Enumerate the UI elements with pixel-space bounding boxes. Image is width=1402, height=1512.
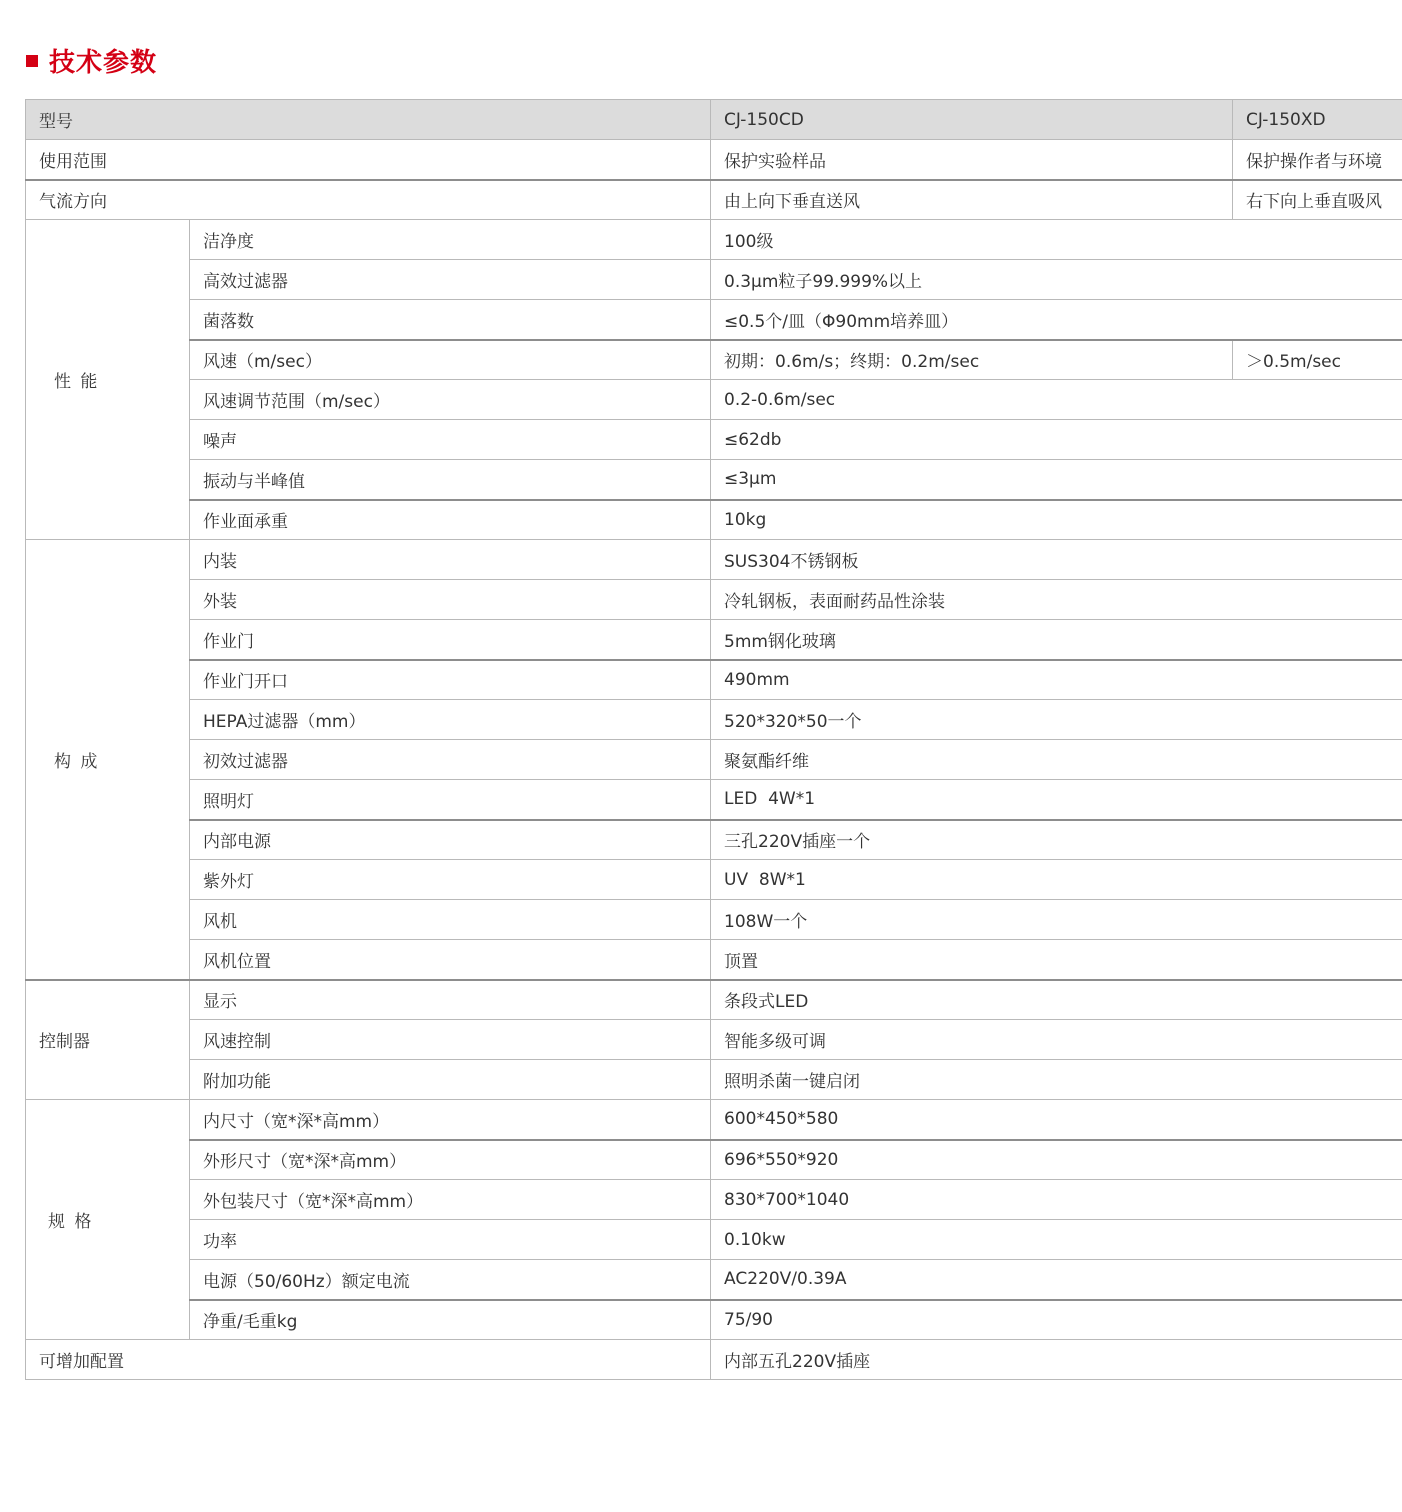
- table-row: [26, 580, 1402, 620]
- table-row: [26, 340, 1402, 380]
- row-value: 830*700*1040: [711, 1180, 1402, 1220]
- table-row: [26, 1060, 1402, 1100]
- heading-square-icon: [26, 55, 38, 67]
- row-value: LED 4W*1: [711, 780, 1402, 820]
- table-row: [26, 420, 1402, 460]
- table-row: [26, 1260, 1402, 1300]
- row-value: 初期：0.6m/s；终期：0.2m/sec: [711, 340, 1233, 380]
- table-row: [26, 900, 1402, 940]
- table-row: [26, 180, 1402, 220]
- row-label: HEPA过滤器（mm）: [190, 700, 711, 740]
- row-label: 附加功能: [190, 1060, 711, 1100]
- row-label: 风机: [190, 900, 711, 940]
- row-label: 照明灯: [190, 780, 711, 820]
- table-row: [26, 540, 1402, 580]
- row-label: 作业门: [190, 620, 711, 660]
- row-value: 10kg: [711, 500, 1402, 540]
- row-label: 风速控制: [190, 1020, 711, 1060]
- row-value: 由上向下垂直送风: [711, 180, 1233, 220]
- row-value: 0.10kw: [711, 1220, 1402, 1260]
- row-label: 外形尺寸（宽*深*高mm）: [190, 1140, 711, 1180]
- table-row: [26, 820, 1402, 860]
- row-value: 108W一个: [711, 900, 1402, 940]
- row-value: 内部五孔220V插座: [711, 1340, 1402, 1380]
- row-value: 520*320*50一个: [711, 700, 1402, 740]
- section-label-construction: 构 成: [26, 540, 190, 980]
- table-row: [26, 220, 1402, 260]
- section-heading: [26, 40, 157, 80]
- row-label: 显示: [190, 980, 711, 1020]
- row-value: 100级: [711, 220, 1402, 260]
- row-label: 内尺寸（宽*深*高mm）: [190, 1100, 711, 1140]
- row-label: 风速（m/sec）: [190, 340, 711, 380]
- row-value: 696*550*920: [711, 1140, 1402, 1180]
- row-value-b: ＞0.5m/sec: [1233, 340, 1402, 380]
- row-value: 5mm钢化玻璃: [711, 620, 1402, 660]
- row-value: 冷轧钢板，表面耐药品性涂装: [711, 580, 1402, 620]
- row-value: 0.2-0.6m/sec: [711, 380, 1402, 420]
- section-label-specs: 规 格: [26, 1100, 190, 1340]
- table-row: [26, 860, 1402, 900]
- row-value: 顶置: [711, 940, 1402, 980]
- section-label-controller: 控制器: [26, 980, 190, 1100]
- row-value: 0.3μm粒子99.999%以上: [711, 260, 1402, 300]
- row-value-b: 保护操作者与环境: [1233, 140, 1402, 180]
- row-label: 洁净度: [190, 220, 711, 260]
- table-row: [26, 380, 1402, 420]
- row-value: 照明杀菌一键启闭: [711, 1060, 1402, 1100]
- row-value: 保护实验样品: [711, 140, 1233, 180]
- row-label: 可增加配置: [26, 1340, 711, 1380]
- row-value: AC220V/0.39A: [711, 1260, 1402, 1300]
- row-label: 气流方向: [26, 180, 711, 220]
- row-value: 75/90: [711, 1300, 1402, 1340]
- model-a-header: CJ-150CD: [711, 100, 1233, 140]
- row-label: 风机位置: [190, 940, 711, 980]
- table-row: [26, 1180, 1402, 1220]
- table-row: [26, 140, 1402, 180]
- page-title: 技术参数: [49, 47, 158, 78]
- row-label: 外装: [190, 580, 711, 620]
- table-row: [26, 500, 1402, 540]
- model-b-header: CJ-150XD: [1233, 100, 1402, 140]
- table-row: [26, 1220, 1402, 1260]
- row-value: ≤3μm: [711, 460, 1402, 500]
- row-label: 外包装尺寸（宽*深*高mm）: [190, 1180, 711, 1220]
- row-label: 菌落数: [190, 300, 711, 340]
- row-value: 490mm: [711, 660, 1402, 700]
- row-label: 作业面承重: [190, 500, 711, 540]
- row-value: 600*450*580: [711, 1100, 1402, 1140]
- table-row: [26, 1100, 1402, 1140]
- table-row: [26, 1300, 1402, 1340]
- row-value: 聚氨酯纤维: [711, 740, 1402, 780]
- table-header-row: [26, 100, 1402, 140]
- row-label: 内装: [190, 540, 711, 580]
- row-value: 三孔220V插座一个: [711, 820, 1402, 860]
- row-value: 条段式LED: [711, 980, 1402, 1020]
- row-label: 风速调节范围（m/sec）: [190, 380, 711, 420]
- row-label: 内部电源: [190, 820, 711, 860]
- row-value: UV 8W*1: [711, 860, 1402, 900]
- header-label: 型号: [26, 100, 711, 140]
- table-row: [26, 940, 1402, 980]
- row-label: 电源（50/60Hz）额定电流: [190, 1260, 711, 1300]
- row-value: ≤0.5个/皿（Φ90mm培养皿）: [711, 300, 1402, 340]
- row-label: 使用范围: [26, 140, 711, 180]
- row-label: 初效过滤器: [190, 740, 711, 780]
- row-label: 作业门开口: [190, 660, 711, 700]
- table-row: [26, 1340, 1402, 1380]
- row-label: 紫外灯: [190, 860, 711, 900]
- table-row: [26, 1020, 1402, 1060]
- table-row: [26, 700, 1402, 740]
- spec-table: [25, 99, 1402, 1380]
- row-value: ≤62db: [711, 420, 1402, 460]
- table-row: [26, 980, 1402, 1020]
- row-label: 噪声: [190, 420, 711, 460]
- table-row: [26, 620, 1402, 660]
- row-label: 高效过滤器: [190, 260, 711, 300]
- row-label: 功率: [190, 1220, 711, 1260]
- table-row: [26, 740, 1402, 780]
- row-value: 智能多级可调: [711, 1020, 1402, 1060]
- table-row: [26, 1140, 1402, 1180]
- table-row: [26, 460, 1402, 500]
- table-row: [26, 660, 1402, 700]
- row-label: 振动与半峰值: [190, 460, 711, 500]
- table-row: [26, 780, 1402, 820]
- table-row: [26, 300, 1402, 340]
- row-value-b: 右下向上垂直吸风: [1233, 180, 1402, 220]
- table-row: [26, 260, 1402, 300]
- row-value: SUS304不锈钢板: [711, 540, 1402, 580]
- row-label: 净重/毛重kg: [190, 1300, 711, 1340]
- section-label-performance: 性 能: [26, 220, 190, 540]
